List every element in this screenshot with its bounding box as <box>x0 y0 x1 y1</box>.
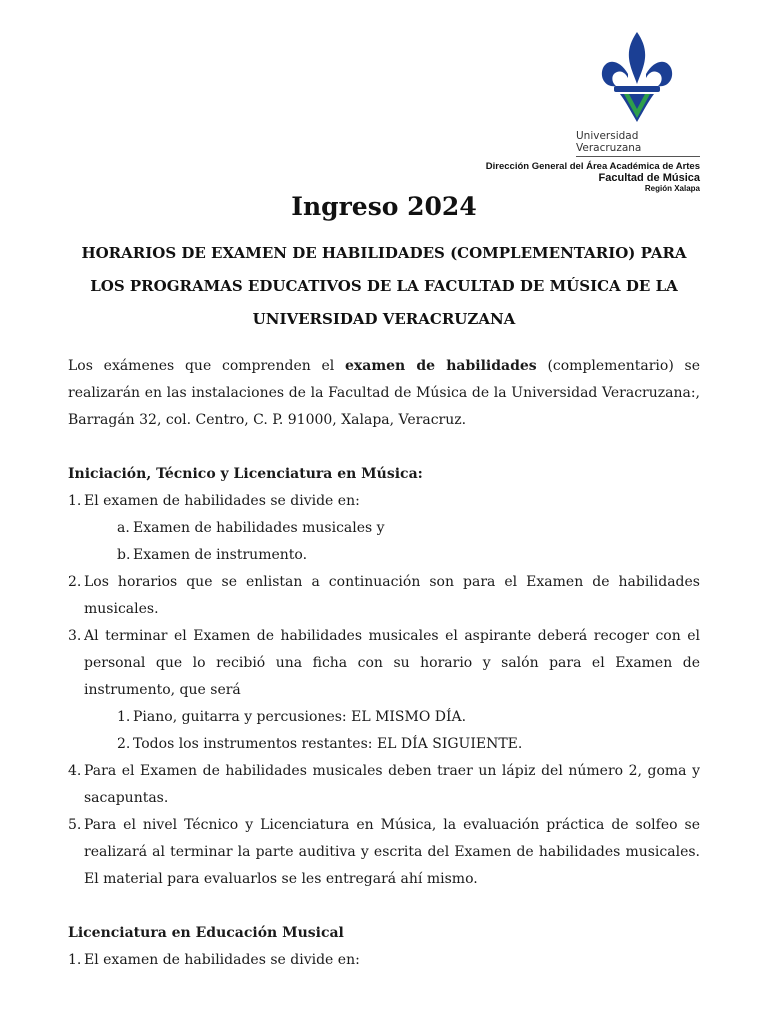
list-number: 3. <box>68 628 82 644</box>
list-text: Los horarios que se enlistan a continuación son para el Examen de habilidades musicales. <box>84 574 700 617</box>
list-text: Para el nivel Técnico y Licenciatura en Música, la evaluación práctica de solfeo se realizará al terminar la parte auditiva y escrita del Examen de habilidades musicales. El material para evaluarlos se les entregará ahí mismo. <box>84 817 700 887</box>
sub-list-item <box>68 542 700 569</box>
sub-list-text: Examen de habilidades musicales y <box>133 520 385 536</box>
letterhead <box>460 30 700 194</box>
sub-list-marker: a. <box>117 520 130 536</box>
list-number: 1. <box>68 493 82 509</box>
sub-list-marker: 2. <box>117 736 131 752</box>
list-text: El examen de habilidades se divide en: <box>84 493 360 509</box>
sub-list-text: Piano, guitarra y percusiones: EL MISMO DÍA. <box>133 709 467 725</box>
university-name: Universidad Veracruzana <box>576 130 700 157</box>
list-number: 5. <box>68 817 82 833</box>
sub-list-marker: 1. <box>117 709 131 725</box>
list-item <box>68 623 700 704</box>
list-item <box>68 569 700 623</box>
list-text: El examen de habilidades se divide en: <box>84 952 360 968</box>
intro-paragraph <box>68 353 700 434</box>
sub-list-item <box>68 731 700 758</box>
sub-list-text: Examen de instrumento. <box>133 547 308 563</box>
sub-list-item <box>68 515 700 542</box>
list-item <box>68 488 700 515</box>
section1-heading: Iniciación, Técnico y Licenciatura en Música: <box>68 466 423 482</box>
section2-heading: Licenciatura en Educación Musical <box>68 925 344 941</box>
list-number: 2. <box>68 574 82 590</box>
list-number: 4. <box>68 763 82 779</box>
department-name: Dirección General del Área Académica de Artes <box>485 161 700 172</box>
university-logo-icon <box>600 30 674 126</box>
intro-text-end: (complementario) se realizarán en las instalaciones de la Facultad de Música de la Universidad Veracruzana:, Barragán 32, col. Centro, C. P. 91000, Xalapa, Veracruz. <box>68 358 701 428</box>
list-text: Al terminar el Examen de habilidades musicales el aspirante deberá recoger con el personal que lo recibió una ficha con su horario y salón para el Examen de instrumento, que será <box>84 628 700 698</box>
list-number: 1. <box>68 952 82 968</box>
intro-text-start: Los exámenes que comprenden el <box>68 358 345 374</box>
document-subtitle: HORARIOS DE EXAMEN DE HABILIDADES (COMPLEMENTARIO) PARA LOS PROGRAMAS EDUCATIVOS DE LA FACULTAD DE MÚSICA DE LA UNIVERSIDAD VERACRUZANA <box>81 244 687 328</box>
list-item <box>68 947 700 974</box>
list-item <box>68 758 700 812</box>
list-text: Para el Examen de habilidades musicales deben traer un lápiz del número 2, goma y sacapuntas. <box>84 763 700 806</box>
sub-list-marker: b. <box>117 547 131 563</box>
document-body <box>68 353 700 974</box>
faculty-name: Facultad de Música <box>598 172 700 184</box>
sub-list-text: Todos los instrumentos restantes: EL DÍA SIGUIENTE. <box>133 736 523 752</box>
region-name: Región Xalapa <box>644 184 700 193</box>
list-item <box>68 812 700 893</box>
intro-bold-text: examen de habilidades <box>345 358 537 374</box>
sub-list-item <box>68 704 700 731</box>
page-title: Ingreso 2024 <box>291 192 477 221</box>
